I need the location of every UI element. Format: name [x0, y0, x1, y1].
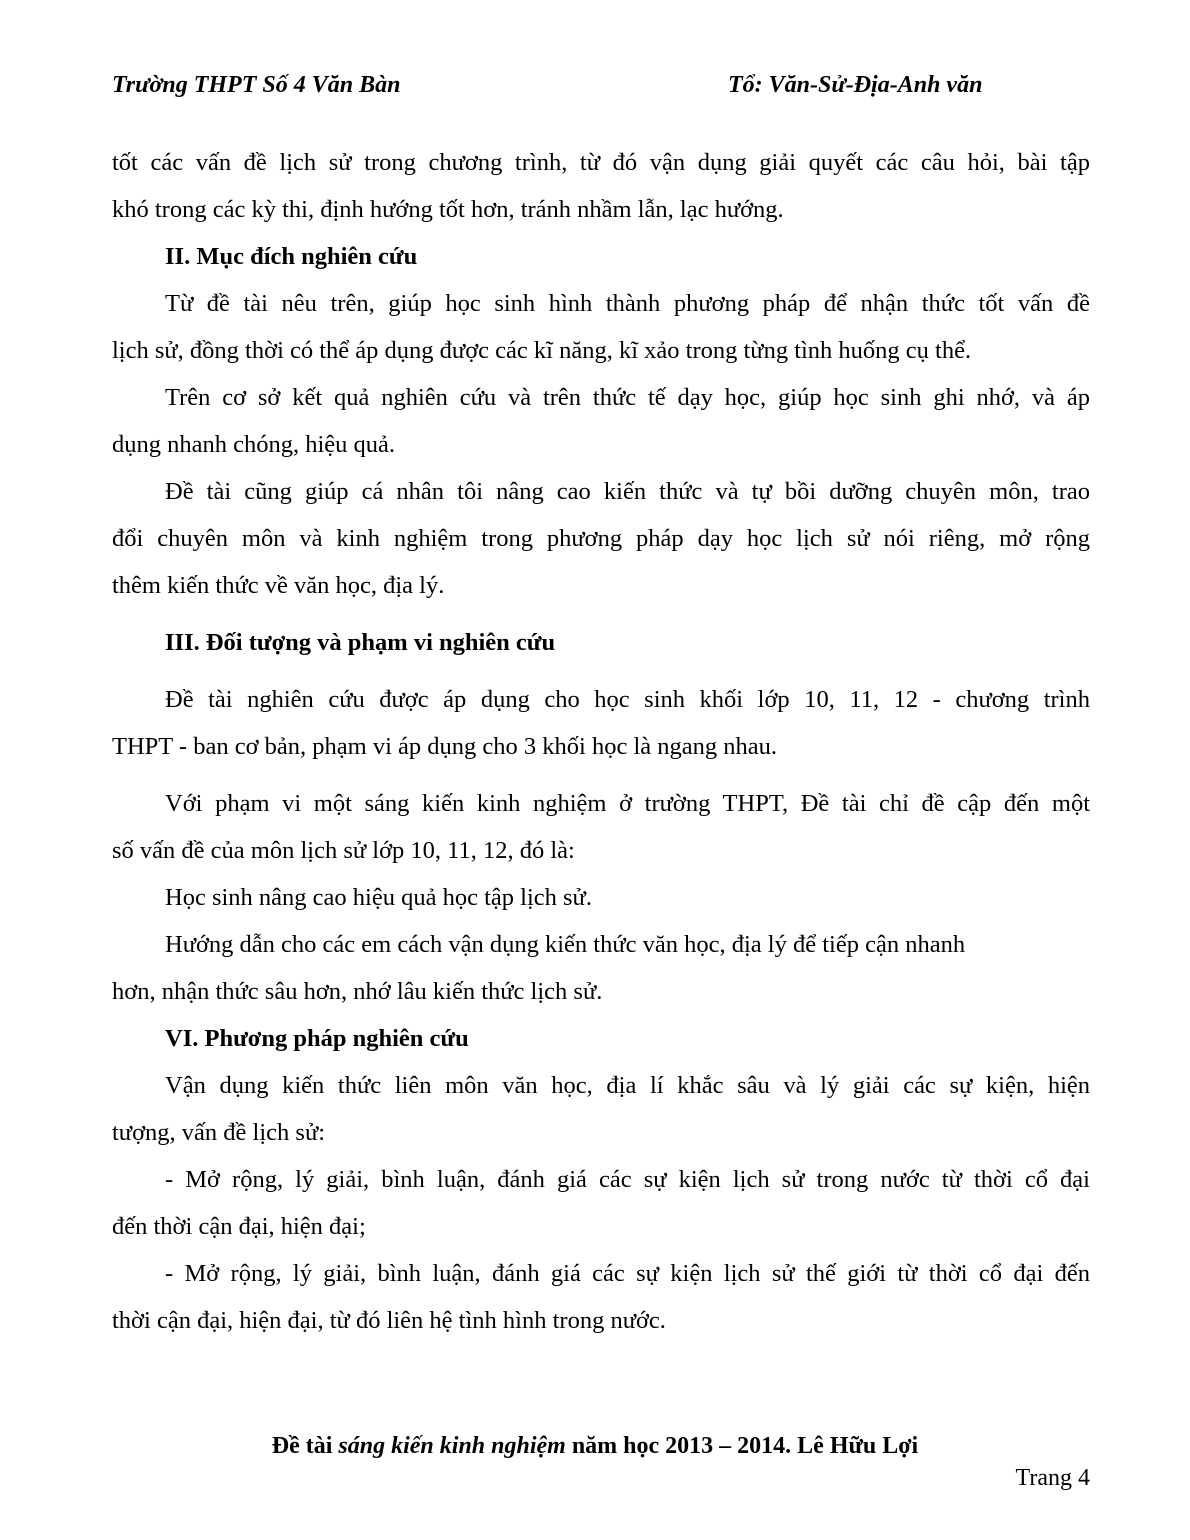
- paragraph-line: thời cận đại, hiện đại, từ đó liên hệ tình hình trong nước.: [112, 1307, 666, 1334]
- paragraph-line: số vấn đề của môn lịch sử lớp 10, 11, 12, đó là:: [112, 837, 575, 864]
- paragraph-line: lịch sử, đồng thời có thể áp dụng được các kĩ năng, kĩ xảo trong từng tình huống cụ thể.: [112, 337, 972, 364]
- paragraph-line: Hướng dẫn cho các em cách vận dụng kiến thức văn học, địa lý để tiếp cận nhanh: [165, 931, 966, 958]
- paragraph-line: tốt các vấn đề lịch sử trong chương trình, từ đó vận dụng giải quyết các câu hỏi, bài tập: [112, 149, 1090, 176]
- footer-italic: sáng kiến kinh nghiệm: [338, 1433, 566, 1459]
- body-text: [112, 139, 1090, 1344]
- page-number: Trang 4: [1015, 1465, 1090, 1491]
- header-school: Trường THPT Số 4 Văn Bàn: [112, 72, 401, 98]
- paragraph-line: - Mở rộng, lý giải, bình luận, đánh giá các sự kiện lịch sử trong nước từ thời cổ đại: [165, 1166, 1090, 1193]
- paragraph-line: Từ đề tài nêu trên, giúp học sinh hình thành phương pháp để nhận thức tốt vấn đề: [165, 290, 1090, 317]
- paragraph-line: Trên cơ sở kết quả nghiên cứu và trên thức tế dạy học, giúp học sinh ghi nhớ, và áp: [165, 384, 1090, 411]
- footer-suffix: năm học 2013 – 2014. Lê Hữu Lợi: [565, 1433, 919, 1459]
- header-department: Tổ: Văn-Sử-Địa-Anh văn: [728, 72, 983, 98]
- paragraph-line: Đề tài cũng giúp cá nhân tôi nâng cao kiến thức và tự bồi dưỡng chuyên môn, trao: [165, 478, 1090, 505]
- paragraph-line: Đề tài nghiên cứu được áp dụng cho học sinh khối lớp 10, 11, 12 - chương trình: [165, 686, 1090, 713]
- paragraph-line: Học sinh nâng cao hiệu quả học tập lịch sử.: [165, 884, 592, 911]
- paragraph-line: - Mở rộng, lý giải, bình luận, đánh giá các sự kiện lịch sử thế giới từ thời cổ đại đến: [165, 1260, 1090, 1287]
- paragraph-line: hơn, nhận thức sâu hơn, nhớ lâu kiến thức lịch sử.: [112, 978, 603, 1005]
- paragraph-line: đổi chuyên môn và kinh nghiệm trong phương pháp dạy học lịch sử nói riêng, mở rộng: [112, 525, 1090, 552]
- paragraph-line: dụng nhanh chóng, hiệu quả.: [112, 431, 396, 458]
- paragraph-line: Với phạm vi một sáng kiến kinh nghiệm ở trường THPT, Đề tài chỉ đề cập đến một: [165, 790, 1090, 817]
- footer-prefix: Đề tài: [271, 1433, 339, 1459]
- paragraph-line: khó trong các kỳ thi, định hướng tốt hơn, tránh nhầm lẫn, lạc hướng.: [112, 196, 784, 223]
- paragraph-line: tượng, vấn đề lịch sử:: [112, 1119, 326, 1146]
- footer-title: [0, 1433, 1190, 1460]
- paragraph-line: Vận dụng kiến thức liên môn văn học, địa lí khắc sâu và lý giải các sự kiện, hiện: [165, 1072, 1090, 1099]
- section-heading-3: III. Đối tượng và phạm vi nghiên cứu: [165, 629, 556, 656]
- paragraph-line: THPT - ban cơ bản, phạm vi áp dụng cho 3 khối học là ngang nhau.: [112, 733, 778, 760]
- section-heading-6: VI. Phương pháp nghiên cứu: [165, 1025, 469, 1052]
- paragraph-line: thêm kiến thức về văn học, địa lý.: [112, 572, 445, 599]
- paragraph-line: đến thời cận đại, hiện đại;: [112, 1213, 366, 1240]
- section-heading-2: II. Mục đích nghiên cứu: [165, 243, 418, 270]
